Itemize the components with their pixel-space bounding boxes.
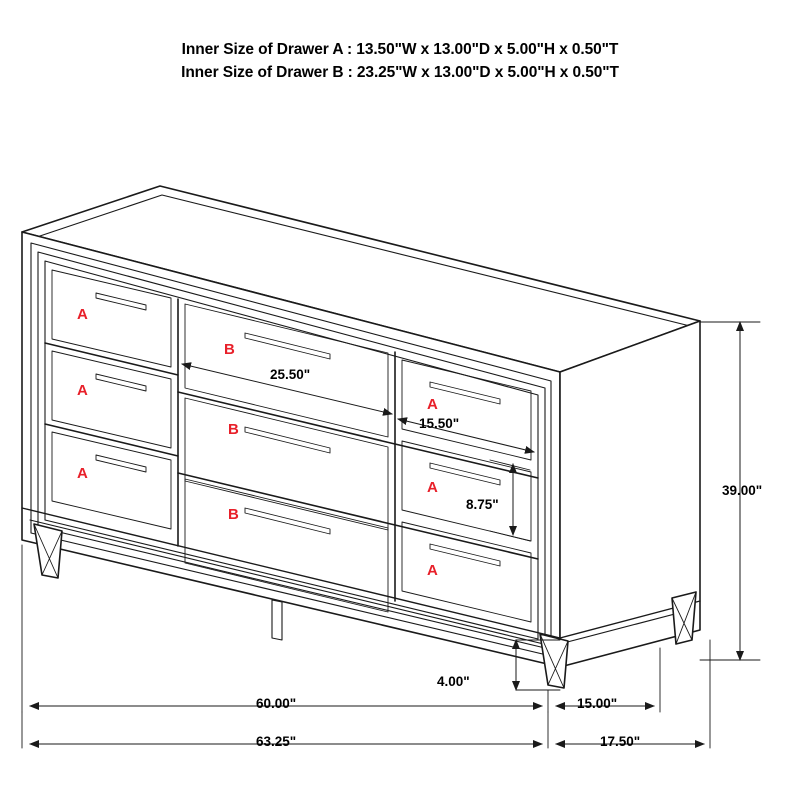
dimension-overall-depth: 17.50" [600, 734, 641, 749]
dimension-drawer-a-width: 15.50" [419, 416, 460, 431]
drawer-label-a5: A [427, 479, 438, 496]
drawer-label-b3: B [228, 506, 239, 523]
drawer-label-a4: A [427, 396, 438, 413]
dimension-total-height: 39.00" [722, 483, 763, 498]
dimension-cabinet-width: 60.00" [256, 696, 297, 711]
drawer-label-b2: B [228, 421, 239, 438]
drawer-label-a6: A [427, 562, 438, 579]
drawer-label-b1: B [224, 341, 235, 358]
dimension-drawer-height: 8.75" [466, 497, 499, 512]
dimension-leg-height: 4.00" [437, 674, 470, 689]
drawer-a-inner-size-text: Inner Size of Drawer A : 13.50"W x 13.00"D x 5.00"H x 0.50"T [181, 41, 619, 58]
drawer-label-a3: A [77, 465, 88, 482]
dimension-drawer-b-width: 25.50" [270, 367, 311, 382]
dimension-overall-width: 63.25" [256, 734, 297, 749]
dimension-cabinet-depth: 15.00" [577, 696, 618, 711]
drawer-b-inner-size-text: Inner Size of Drawer B : 23.25"W x 13.00"D x 5.00"H x 0.50"T [181, 64, 619, 81]
drawer-label-a1: A [77, 306, 88, 323]
drawer-label-a2: A [77, 382, 88, 399]
